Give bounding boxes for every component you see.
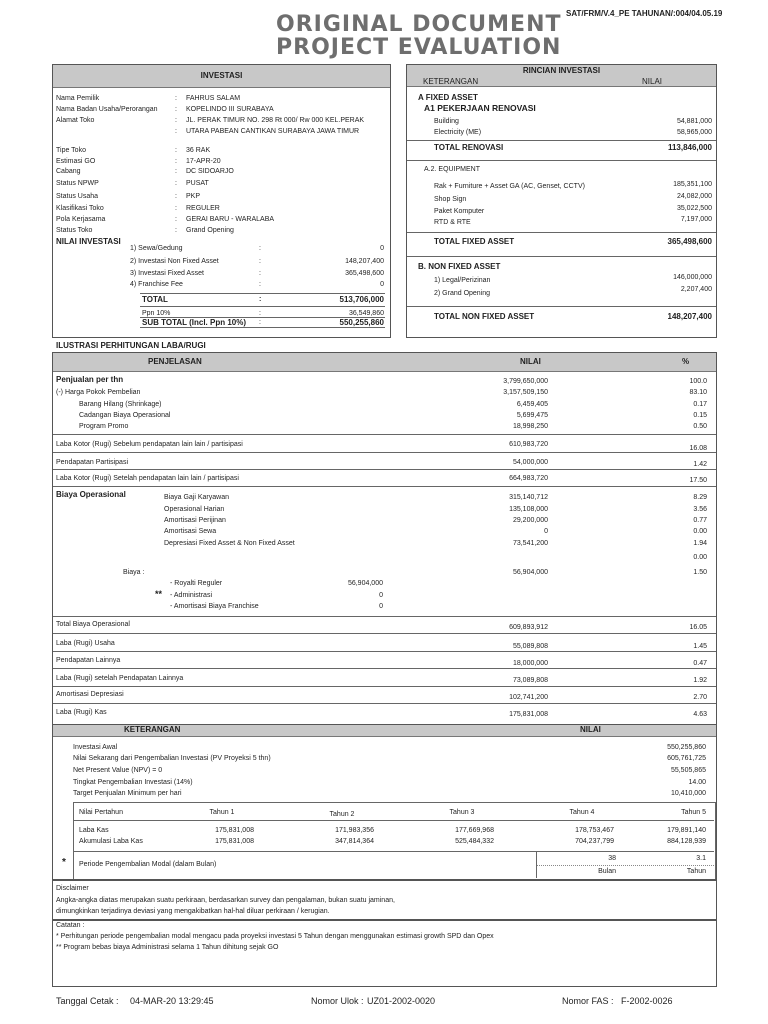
tahun-label: Tahun [686,868,706,875]
footer-fas-value: F-2002-0026 [621,996,673,1006]
ppn-label: Ppn 10% [142,310,171,317]
biaya-op-pct: 8.29 [693,494,707,501]
biaya-op-label: Amortisasi Sewa [164,528,217,535]
nilai-item-value: 365,498,600 [345,270,384,277]
field-label: Status NPWP [56,180,99,187]
periode-tahun-value: 3.1 [696,855,706,862]
colon-separator: : [259,281,261,288]
field-value: JL. PERAK TIMUR NO. 298 Rt 000/ Rw 000 KEL.PERAK [186,117,365,124]
colon-separator: : [175,180,177,187]
summary-row-value: 550,255,860 [667,744,706,751]
field-label: Estimasi GO [56,158,96,165]
field-value: 36 RAK [186,147,211,154]
year-header: Tahun 3 [449,809,475,816]
colon-separator: : [175,117,177,124]
labarugi-row-value: 664,983,720 [509,475,548,482]
nilai-item-value: 0 [380,281,384,288]
non-fixed-item-value: 2,207,400 [680,286,712,293]
penjualan-value: 3,799,650,000 [503,378,548,385]
col-penjelasan: PENJELASAN [148,357,202,366]
hpp-sub-pct: 0.17 [693,401,707,408]
akumulasi-value: 347,814,364 [335,838,374,845]
labarugi-row-pct: 17.50 [689,477,707,484]
equipment-item-value: 24,082,000 [676,193,712,200]
footer-tanggal-value: 04-MAR-20 13:29:45 [130,996,214,1006]
biaya-item-value: 0 [379,592,383,599]
colon-separator: : [175,158,177,165]
field-label: Nama Pemilik [56,95,100,102]
hpp-sub-value: 18,998,250 [512,423,548,430]
footer-tanggal-label: Tanggal Cetak : [56,996,119,1006]
biaya-item-label: - Royalti Reguler [170,580,223,587]
biaya-op-value: 29,200,000 [512,517,548,524]
col-nilai: NILAI [520,357,541,366]
document-title-line-2: PROJECT EVALUATION [276,35,562,60]
hpp-sub-value: 6,459,405 [516,401,548,408]
a1-heading: A1 PEKERJAAN RENOVASI [424,103,536,113]
nilai-item-value: 148,207,400 [345,258,384,265]
document-page: SAT/FRM/V.4_PE TAHUNAN/:004/04.05.19 ORIGINAL DOCUMENT PROJECT EVALUATION INVESTASI Nama Pemilik : FAHRUS SALAM Nama Badan Usaha/Perorangan : KOPELINDO III SURABAYA Alamat Toko : JL. PERAK TIMUR NO. 298 Rt 000/ Rw 000 KEL.PERAK : UTARA PABEAN CANTIKAN SURABAYA JAWA TIMUR Tipe Toko : 36 RAK Estimasi GO : 17-APR-20 Cabang : DC SIDOARJO Status NPWP : PUSAT Status Usaha : PKP Klasifikasi Toko : REGULER Pola Kerjasama : GERAI BARU - WARALABA Status Toko : Grand Opening NILAI INVESTASI 1) Sewa/Gedung : 0 2) Investasi Non Fixed Asset : 148,207,400 3) Investasi Fixed Asset : 365,498,600 4) Franchise Fee : 0 TOTAL : 513,706,000 Ppn 10% : 36,549,860 SUB TOTAL (Incl. Ppn 10%) : 550,255,860 RINCIAN INVESTASI KETERANGAN NILAI A FIXED ASSET A1 PEKERJAAN RENOVASI Building 54,881,000 Electricity (ME) 58,965,000 TOTAL RENOVASI 113,846,000 A.2. EQUIPMENT Rak + Furniture + Asset GA (AC, Genset, CCTV) 185,351,100 Shop Sign 24,082,000 Paket Komputer 35,022,500 RTD & RTE 7,197,000 TOTAL FIXED ASSET 365,498,600 B. NON FIXED ASSET 1) Legal/Perizinan 146,000,000 2) Grand Opening 2,207,400 TOTAL NON FIXED ASSET 148,207,400 ILUSTRASI PERHITUNGAN LABA/RUGI PENJELASAN NILAI % Penjualan per thn 3,799,650,000 100.0 (-) Harga Pokok Pembelian 3,157,509,150 83.10 Barang Hilang (Shrinkage) 6,459,405 0.17 Cadangan Biaya Operasional 5,699,475 0.15 Program Promo 18,998,250 0.50 Laba Kotor (Rugi) Sebelum pendapatan lain lain / partisipasi 610,983,720 16.08 Pendapatan Partisipasi 54,000,000 1.42 Laba Kotor (Rugi) Setelah pendapatan lain lain / partisipasi 664,983,720 17.50 Biaya Operasional Biaya Gaji Karyawan 315,140,712 8.29 Operasional Harian 135,108,000 3.56 Amortisasi Perijinan 29,200,000 0.77 Amortisasi Sewa 0 0.00 Depresiasi Fixed Asset & Non Fixed Asset 73,541,200 1.94 0.00 Biaya : 56,904,000 1.50 - Royalti Reguler 56,904,000 - Administrasi 0 - Amortisasi Biaya Franchise 0 Total Biaya Operasional 609,893,912 16.05 Laba (Rugi) Usaha 55,089,808 1.45 Pendapatan Lainnya 18,000,000 0.47 Laba (Rugi) setelah Pendapatan Lainnya 73,089,808 1.92 Amortisasi Depresiasi 102,741,200 2.70 Laba (Rugi) Kas 175,831,008 4.63 ** KETERANGAN NILAI Investasi Awal 550,255,860 Nilai Sekarang dari Pengembalian Investasi (PV Proyeksi 5 thn) 605,761,725 Net Present Value (NPV) = 0 55,505,865 Tingkat Pengembalian Investasi (14%) 14.00 Target Penjualan Minimum per hari 10,410,000 Nilai Pertahun Tahun 1 Tahun 2 Tahun 3 Tahun 4 Tahun 5 Laba Kas Akumulasi Laba Kas 175,831,008 175,831,008 171,983,356 347,814,364 177,669,968 525,484,332 178,753,467 704,237,799 179,891,140 884,128,939 * Periode Pengembalian Modal (dalam Bulan) 38 Bulan 3.1 Tahun Disclaimer Angka-angka diatas merupakan suatu perkiraan, berdasarkan survey dan pengalaman, bukan suatu jaminan, dimungkinkan terjadinya deviasi yang mengakibatkan hal-hal diluar perkiraan / kerugian. Catatan : * Perhitungan periode pengembalian modal mengacu pada proyeksi investasi 5 Tahun dengan menggunakan estimasi growth SPD dan Opex ** Program bebas biaya Administrasi selama 1 Tahun dihitung sejak GO Tanggal Cetak : 04-MAR-20 13:29:45 Nomor Ulok : UZ01-2002-0020 Nomor FAS : F-2002-0026 [0,0,768,1024]
disclaimer-title: Disclaimer [56,885,89,892]
total-non-fixed-label: TOTAL NON FIXED ASSET [434,312,535,321]
subtotal-value: 550,255,860 [339,318,384,327]
field-value: GERAI BARU - WARALABA [186,216,275,223]
biaya-item-label: - Administrasi [170,592,213,599]
nilai-item-label: 1) Sewa/Gedung [130,245,183,252]
akumulasi-value: 525,484,332 [455,838,494,845]
non-fixed-item-value: 146,000,000 [673,274,712,281]
labarugi-row-value: 55,089,808 [512,643,548,650]
equipment-item-label: RTD & RTE [434,219,471,226]
labarugi-row-label: Pendapatan Partisipasi [56,459,128,466]
biaya-op-label: Biaya Gaji Karyawan [164,494,229,501]
penjualan-pct: 100.0 [689,378,707,385]
biaya-op-label: Depresiasi Fixed Asset & Non Fixed Asset [164,540,295,547]
field-value: FAHRUS SALAM [186,95,241,102]
disclaimer-line-2: dimungkinkan terjadinya deviasi yang mengakibatkan hal-hal diluar perkiraan / kerugian. [56,908,330,915]
renovasi-item-value: 58,965,000 [676,129,712,136]
colon-separator: : [259,270,261,277]
colon-separator: : [175,168,177,175]
field-value: PKP [186,193,201,200]
labarugi-row-label: Laba (Rugi) Kas [56,709,107,716]
footer-ulok-value: UZ01-2002-0020 [367,996,436,1006]
nilai-pertahun-label: Nilai Pertahun [79,809,123,816]
summary-row-label: Investasi Awal [73,744,118,751]
field-label: Status Toko [56,227,93,234]
labarugi-row-pct: 16.08 [689,445,707,452]
biaya-label: Biaya : [123,569,145,576]
laba-kas-value: 177,669,968 [455,827,494,834]
document-code: SAT/FRM/V.4_PE TAHUNAN/:004/04.05.19 [566,9,723,18]
rincian-col-keterangan: KETERANGAN [423,77,479,86]
summary-col-keterangan: KETERANGAN [124,725,181,734]
equipment-item-value: 35,022,500 [676,205,712,212]
biaya-op-pct: 1.94 [693,540,707,547]
colon-separator: : [259,245,261,252]
equipment-item-label: Rak + Furniture + Asset GA (AC, Genset, CCTV) [434,183,585,190]
labarugi-row-label: Amortisasi Depresiasi [56,691,124,698]
document-title-line-1: ORIGINAL DOCUMENT [276,12,562,37]
hpp-sub-pct: 0.50 [693,423,707,430]
nilai-investasi-label: NILAI INVESTASI [56,237,121,246]
renovasi-item-label: Building [434,118,459,125]
colon-separator: : [175,227,177,234]
field-value: REGULER [186,205,220,212]
akumulasi-value: 704,237,799 [575,838,614,845]
labarugi-row-label: Total Biaya Operasional [56,621,130,628]
field-label: Cabang [56,168,81,175]
labarugi-row-value: 54,000,000 [512,459,548,466]
total-label: TOTAL [142,295,168,304]
field-value: DC SIDOARJO [186,168,234,175]
colon-separator: : [175,128,177,135]
biaya-op-pct: 0.77 [693,517,707,524]
equipment-item-value: 7,197,000 [680,216,712,223]
summary-row-label: Nilai Sekarang dari Pengembalian Investasi (PV Proyeksi 5 thn) [73,755,271,762]
field-value: KOPELINDO III SURABAYA [186,106,274,113]
hpp-sub-value: 5,699,475 [516,412,548,419]
year-header: Tahun 5 [681,809,706,816]
hpp-label: (-) Harga Pokok Pembelian [56,389,141,396]
year-header: Tahun 1 [209,809,235,816]
summary-row-value: 605,761,725 [667,755,706,762]
labarugi-section-title: ILUSTRASI PERHITUNGAN LABA/RUGI [56,341,206,350]
field-label: Pola Kerjasama [56,216,106,223]
biaya-op-label: Amortisasi Perijinan [164,517,226,524]
field-label: Status Usaha [56,193,99,200]
biaya-op-pct: 3.56 [693,506,707,513]
summary-row-value: 55,505,865 [670,767,706,774]
akumulasi-value: 884,128,939 [667,838,706,845]
field-value: 17-APR-20 [186,158,221,165]
periode-bulan-value: 38 [608,855,616,862]
renovasi-item-value: 54,881,000 [676,118,712,125]
col-pct: % [682,357,690,366]
catatan-line-2: ** Program bebas biaya Administrasi selama 1 Tahun dihitung sejak GO [56,944,279,951]
labarugi-row-pct: 0.47 [693,660,707,667]
field-value: Grand Opening [186,227,234,234]
biaya-op-value: 315,140,712 [509,494,548,501]
labarugi-row-label: Laba Kotor (Rugi) Sebelum pendapatan lain lain / partisipasi [56,441,243,448]
field-label: Klasifikasi Toko [56,205,104,212]
field-value: PUSAT [186,180,209,187]
biaya-item-label: - Amortisasi Biaya Franchise [170,603,259,610]
biaya-op-value: 0 [544,528,548,535]
investasi-header: INVESTASI [53,65,390,88]
hpp-sub-pct: 0.15 [693,412,707,419]
labarugi-row-pct: 1.42 [693,461,707,468]
star-marker: * [62,857,66,868]
rincian-header: RINCIAN INVESTASI [407,65,716,77]
summary-row-label: Target Penjualan Minimum per hari [73,790,182,797]
catatan-box [52,919,717,987]
labarugi-row-pct: 1.45 [693,643,707,650]
equipment-item-label: Shop Sign [434,196,467,203]
labarugi-row-label: Laba (Rugi) Usaha [56,640,115,647]
laba-kas-label: Laba Kas [79,827,109,834]
bulan-label: Bulan [598,868,616,875]
non-fixed-asset-heading: B. NON FIXED ASSET [418,262,501,271]
biaya-value: 56,904,000 [512,569,548,576]
footer-ulok-label: Nomor Ulok : [311,996,364,1006]
catatan-line-1: * Perhitungan periode pengembalian modal mengacu pada proyeksi investasi 5 Tahun dengan menggunakan estimasi growth SPD dan Opex [56,933,494,940]
subtotal-label: SUB TOTAL (Incl. Ppn 10%) [142,318,247,327]
labarugi-row-value: 175,831,008 [509,711,548,718]
biaya-op-pct: 0.00 [693,528,707,535]
field-label: Tipe Toko [56,147,86,154]
disclaimer-line-1: Angka-angka diatas merupakan suatu perkiraan, berdasarkan survey dan pengalaman, bukan suatu jaminan, [56,897,395,904]
periode-label: Periode Pengembalian Modal (dalam Bulan) [79,861,217,868]
hpp-pct: 83.10 [689,389,707,396]
colon-separator: : [259,258,261,265]
hpp-sub-label: Cadangan Biaya Operasional [79,412,171,419]
labarugi-row-value: 18,000,000 [512,660,548,667]
laba-kas-value: 178,753,467 [575,827,614,834]
hpp-value: 3,157,509,150 [503,389,548,396]
summary-col-nilai: NILAI [580,725,601,734]
akumulasi-value: 175,831,008 [215,838,254,845]
laba-kas-value: 175,831,008 [215,827,254,834]
labarugi-row-label: Laba Kotor (Rugi) Setelah pendapatan lain lain / partisipasi [56,475,239,482]
labarugi-row-value: 609,893,912 [509,624,548,631]
biaya-op-value: 73,541,200 [512,540,548,547]
field-label: Alamat Toko [56,117,95,124]
catatan-title: Catatan : [56,922,85,929]
hpp-sub-label: Barang Hilang (Shrinkage) [79,401,162,408]
non-fixed-item-label: 1) Legal/Perizinan [434,277,491,284]
total-value: 513,706,000 [339,295,384,304]
colon-separator: : [175,216,177,223]
laba-kas-value: 179,891,140 [667,827,706,834]
labarugi-row-pct: 2.70 [693,694,707,701]
year-header: Tahun 4 [569,809,595,816]
ppn-value: 36,549,860 [348,310,384,317]
colon-separator: : [175,147,177,154]
summary-row-value: 14.00 [688,779,706,786]
colon-separator: : [175,95,177,102]
laba-kas-value: 171,983,356 [335,827,374,834]
total-non-fixed-value: 148,207,400 [667,312,712,321]
non-fixed-item-label: 2) Grand Opening [434,290,491,297]
total-renovasi-label: TOTAL RENOVASI [434,143,504,152]
labarugi-table [52,352,717,726]
colon-separator: : [175,193,177,200]
labarugi-row-value: 102,741,200 [509,694,548,701]
labarugi-row-pct: 16.05 [689,624,707,631]
fixed-asset-heading: A FIXED ASSET [418,93,478,102]
rincian-col-nilai: NILAI [642,77,663,86]
field-value-line-2: UTARA PABEAN CANTIKAN SURABAYA JAWA TIMUR [186,128,360,135]
biaya-op-value: 135,108,000 [509,506,548,513]
nilai-item-label: 4) Franchise Fee [130,281,183,288]
footer-fas-label: Nomor FAS : [562,996,614,1006]
summary-row-label: Net Present Value (NPV) = 0 [73,767,163,774]
year-header: Tahun 2 [329,811,355,818]
summary-row-value: 10,410,000 [670,790,706,797]
biaya-op-label: Operasional Harian [164,506,225,513]
total-fixed-asset-value: 365,498,600 [667,237,712,246]
labarugi-row-value: 73,089,808 [512,677,548,684]
field-label: Nama Badan Usaha/Perorangan [56,106,158,113]
double-star-marker: ** [155,589,163,599]
biaya-item-value: 0 [379,603,383,610]
labarugi-row-value: 610,983,720 [509,441,548,448]
hpp-sub-label: Program Promo [79,423,129,430]
labarugi-row-pct: 1.92 [693,677,707,684]
biaya-item-value: 56,904,000 [347,580,383,587]
biaya-pct: 1.50 [693,569,707,576]
nilai-item-label: 2) Investasi Non Fixed Asset [130,258,219,265]
equipment-item-label: Paket Komputer [434,208,485,215]
penjualan-label: Penjualan per thn [56,375,124,384]
total-fixed-asset-label: TOTAL FIXED ASSET [434,237,515,246]
equipment-item-value: 185,351,100 [673,181,712,188]
labarugi-row-label: Laba (Rugi) setelah Pendapatan Lainnya [56,675,184,682]
biaya-op-extra-pct: 0.00 [693,554,707,561]
nilai-item-label: 3) Investasi Fixed Asset [130,270,204,277]
labarugi-row-label: Pendapatan Lainnya [56,657,121,664]
labarugi-row-pct: 4.63 [693,711,707,718]
yearly-table [73,802,716,880]
total-renovasi-value: 113,846,000 [667,143,712,152]
a2-heading: A.2. EQUIPMENT [424,166,481,173]
biaya-operasional-label: Biaya Operasional [56,490,126,499]
nilai-item-value: 0 [380,245,384,252]
colon-separator: : [175,205,177,212]
renovasi-item-label: Electricity (ME) [434,129,482,136]
akumulasi-laba-kas-label: Akumulasi Laba Kas [79,838,143,845]
colon-separator: : [175,106,177,113]
summary-row-label: Tingkat Pengembalian Investasi (14%) [73,779,193,786]
